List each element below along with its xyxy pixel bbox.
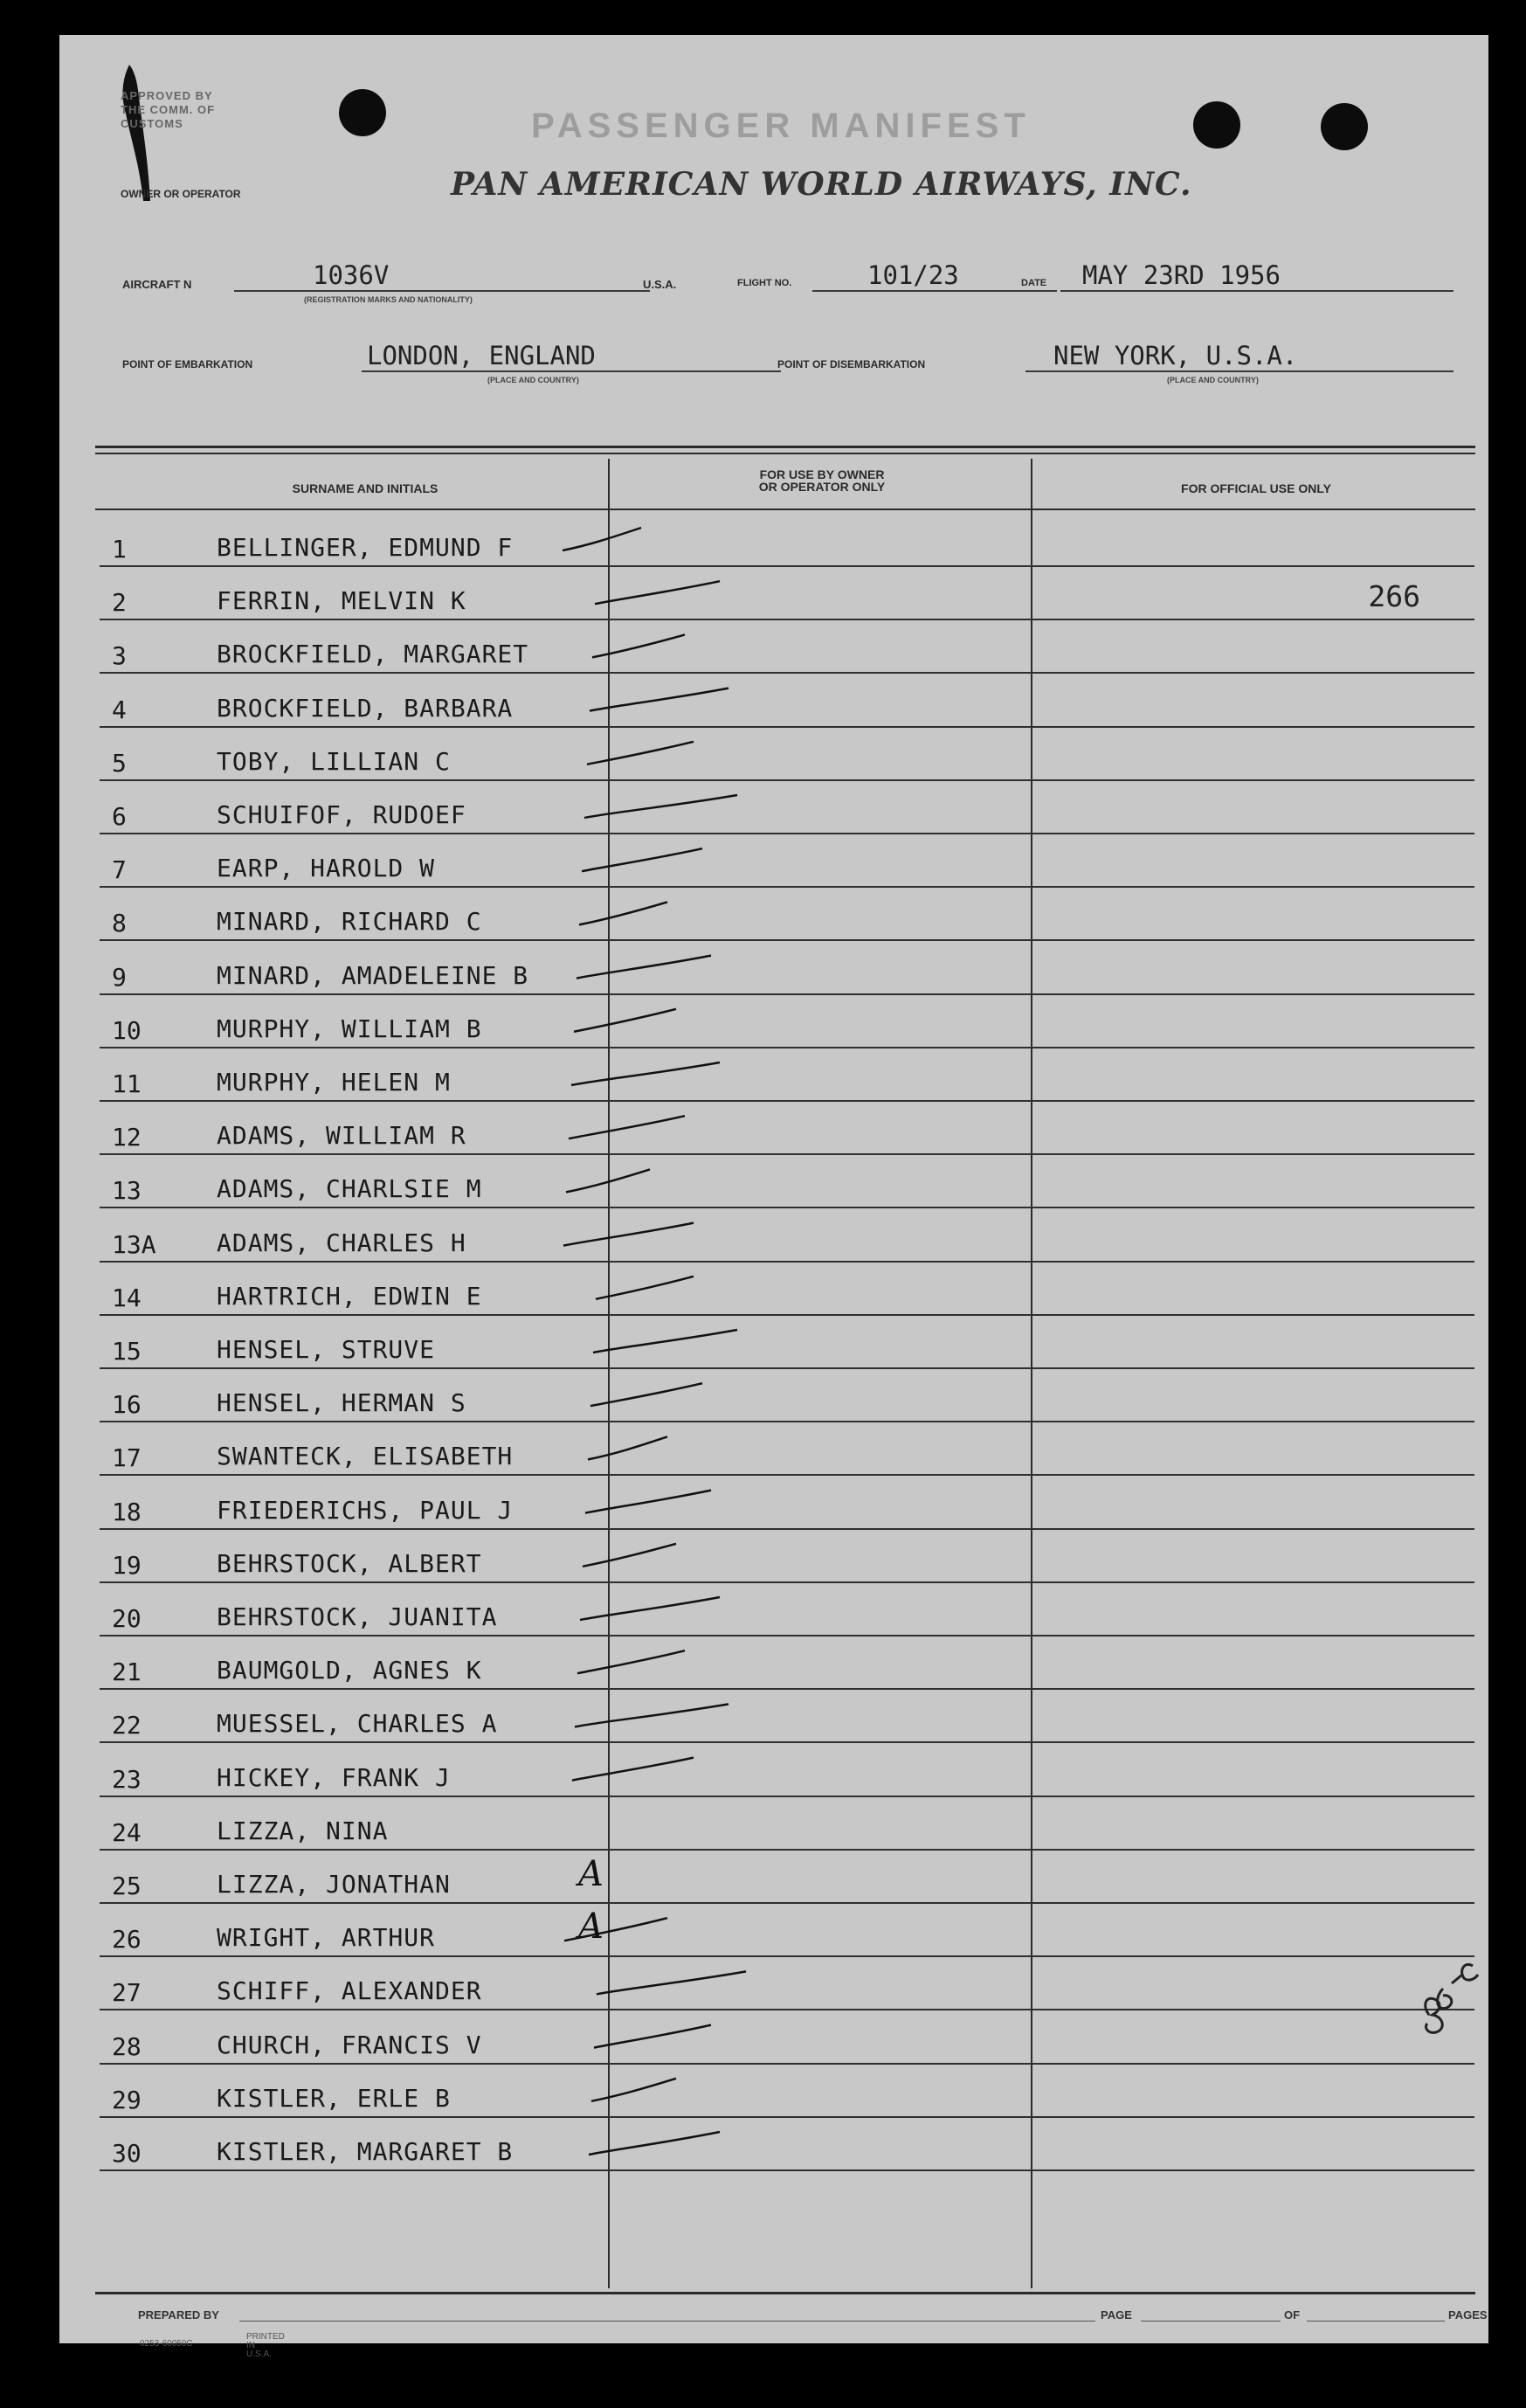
pages-label: PAGES	[1448, 2308, 1488, 2322]
passenger-name: BAUMGOLD, AGNES K	[217, 1656, 482, 1685]
row-number: 3	[112, 641, 127, 671]
form-number: 0253-60050C	[140, 2339, 193, 2349]
checkmark-stroke	[588, 1436, 667, 1459]
registration-note: (REGISTRATION MARKS AND NATIONALITY)	[304, 295, 473, 304]
passenger-name: LIZZA, JONATHAN	[217, 1870, 451, 1899]
row-number: 20	[112, 1604, 142, 1633]
usa-label: U.S.A.	[643, 278, 677, 291]
passenger-name: CHURCH, FRANCIS V	[217, 2030, 482, 2059]
checkmark-stroke	[580, 1597, 720, 1620]
hand-mark-row26: A	[578, 1906, 604, 1947]
col-official-header: FOR OFFICIAL USE ONLY	[1181, 481, 1331, 495]
passenger-name: HARTRICH, EDWIN E	[217, 1281, 482, 1311]
page-line	[1141, 2321, 1281, 2322]
checkmark-stroke	[597, 1971, 746, 1994]
checkmark-stroke	[582, 848, 702, 871]
checkmark-stroke	[566, 1169, 650, 1192]
checkmark-stroke	[595, 581, 720, 604]
passenger-name: MINARD, AMADELEINE B	[217, 960, 529, 990]
flight-no-label: FLIGHT NO.	[737, 278, 792, 288]
col-surname-header: SURNAME AND INITIALS	[292, 481, 438, 495]
passenger-name: BEHRSTOCK, ALBERT	[217, 1548, 482, 1578]
checkmark-stroke	[584, 795, 737, 818]
checkmark-stroke	[563, 1223, 694, 1246]
embark-place-note: (PLACE AND COUNTRY)	[487, 376, 579, 384]
row-number: 19	[112, 1550, 142, 1580]
page-label: PAGE	[1101, 2308, 1132, 2322]
checkmark-stroke	[574, 1009, 676, 1032]
row-number: 13A	[112, 1229, 156, 1259]
row-number: 25	[112, 1872, 142, 1900]
passenger-name: TOBY, LILLIAN C	[217, 746, 451, 776]
passenger-name: MINARD, RICHARD C	[217, 907, 482, 937]
passenger-name: BROCKFIELD, BARBARA	[217, 693, 514, 723]
row-number: 26	[112, 1925, 142, 1955]
row-number: 28	[112, 2031, 142, 2061]
official-use-note: 266	[1368, 579, 1420, 614]
passenger-name: BELLINGER, EDMUND F	[217, 533, 514, 562]
passenger-name: SCHUIFOF, RUDOEF	[217, 800, 466, 829]
row-number: 22	[112, 1711, 142, 1740]
checkmark-layer	[59, 35, 1488, 2343]
checkmark-stroke	[593, 1330, 737, 1353]
row-number: 8	[112, 909, 127, 938]
disembarkation-value: NEW YORK, U.S.A.	[1053, 341, 1298, 370]
row-number: 23	[112, 1764, 142, 1794]
checkmark-stroke	[577, 1650, 685, 1673]
passenger-name: WRIGHT, ARTHUR	[217, 1923, 436, 1953]
row-number: 1	[112, 535, 127, 564]
row-number: 15	[112, 1337, 142, 1366]
page-title: PASSENGER MANIFEST	[531, 107, 1031, 145]
row-number: 16	[112, 1390, 142, 1420]
passenger-name: FERRIN, MELVIN K	[217, 586, 466, 616]
passenger-name: MURPHY, WILLIAM B	[217, 1014, 482, 1043]
row-number: 13	[112, 1176, 142, 1206]
carrier-name: PAN AMERICAN WORLD AIRWAYS, INC.	[451, 166, 1192, 203]
passenger-name: MUESSEL, CHARLES A	[217, 1709, 498, 1739]
aircraft-value: 1036V	[313, 260, 390, 290]
passenger-name: EARP, HAROLD W	[217, 854, 436, 883]
checkmark-stroke	[587, 742, 694, 765]
approval-stamp: APPROVED BY THE COMM. OF CUSTOMS	[121, 89, 216, 130]
date-label: DATE	[1021, 278, 1047, 288]
checkmark-stroke	[590, 1383, 702, 1406]
row-number: 4	[112, 695, 127, 724]
checkmark-stroke	[571, 1062, 720, 1085]
passenger-name: ADAMS, WILLIAM R	[217, 1121, 466, 1151]
row-number: 10	[112, 1015, 142, 1045]
row-number: 30	[112, 2139, 142, 2168]
checkmark-stroke	[577, 956, 711, 979]
disembarkation-label: POINT OF DISEMBARKATION	[777, 358, 926, 370]
row-number: 12	[112, 1123, 142, 1152]
checkmark-stroke	[594, 2025, 711, 2048]
passenger-name: MURPHY, HELEN M	[217, 1068, 451, 1097]
checkmark-stroke	[591, 2079, 676, 2101]
disembark-place-note: (PLACE AND COUNTRY)	[1167, 376, 1259, 384]
row-number: 5	[112, 748, 127, 778]
row-number: 24	[112, 1817, 142, 1847]
checkmark-stroke	[569, 1116, 685, 1138]
passenger-name: HENSEL, STRUVE	[217, 1335, 436, 1364]
checkmark-stroke	[575, 1704, 728, 1726]
checkmark-stroke	[583, 1544, 676, 1567]
date-value: MAY 23RD 1956	[1082, 260, 1281, 290]
passenger-name: HICKEY, FRANK J	[217, 1762, 451, 1792]
checkmark-stroke	[572, 1758, 694, 1781]
passenger-name: LIZZA, NINA	[217, 1816, 389, 1845]
of-line	[1307, 2321, 1445, 2322]
row-number: 9	[112, 962, 127, 992]
passenger-name: BEHRSTOCK, JUANITA	[217, 1602, 498, 1631]
checkmark-stroke	[592, 634, 685, 657]
passenger-name: ADAMS, CHARLES H	[217, 1228, 466, 1257]
of-label: OF	[1284, 2308, 1301, 2322]
flight-no-value: 101/23	[867, 260, 959, 290]
passenger-name: SCHIFF, ALEXANDER	[217, 1976, 482, 2006]
row-number: 21	[112, 1657, 142, 1687]
col-owner-header-a: FOR USE BY OWNER	[759, 467, 885, 481]
checkmark-stroke	[590, 688, 728, 711]
passenger-name: KISTLER, MARGARET B	[217, 2137, 514, 2166]
row-number: 29	[112, 2085, 142, 2114]
manifest-sheet	[59, 35, 1488, 2359]
embarkation-value: LONDON, ENGLAND	[367, 341, 596, 370]
embarkation-label: POINT OF EMBARKATION	[122, 358, 253, 370]
checkmark-stroke	[585, 1491, 711, 1513]
margin-handwriting-36c	[1417, 1954, 1487, 2050]
passenger-name: FRIEDERICHS, PAUL J	[217, 1495, 514, 1525]
table-bottom-rule	[95, 2292, 1475, 2294]
col-owner-header-b: OR OPERATOR ONLY	[758, 480, 886, 494]
passenger-name: KISTLER, ERLE B	[217, 2083, 451, 2113]
row-number: 18	[112, 1497, 142, 1526]
row-number: 27	[112, 1978, 142, 2008]
checkmark-stroke	[563, 528, 641, 550]
passenger-name: HENSEL, HERMAN S	[217, 1388, 466, 1418]
row-number: 17	[112, 1443, 142, 1473]
checkmark-stroke	[596, 1277, 694, 1299]
printed-note: PRINTED IN U.S.A.	[246, 2332, 285, 2359]
checkmark-stroke	[579, 902, 667, 924]
checkmark-stroke	[589, 2132, 720, 2155]
owner-label: OWNER OR OPERATOR	[121, 188, 241, 200]
row-number: 14	[112, 1283, 142, 1312]
aircraft-label: AIRCRAFT N	[122, 278, 192, 291]
row-number: 7	[112, 855, 127, 885]
passenger-name: ADAMS, CHARLSIE M	[217, 1174, 482, 1204]
hand-mark-row25: A	[578, 1854, 604, 1894]
row-number: 11	[112, 1069, 142, 1098]
passenger-name: BROCKFIELD, MARGARET	[217, 640, 529, 669]
row-number: 2	[112, 588, 127, 618]
passenger-name: SWANTECK, ELISABETH	[217, 1442, 514, 1471]
prepared-by-line	[239, 2321, 1095, 2322]
prepared-by-label: PREPARED BY	[138, 2308, 219, 2322]
row-number: 6	[112, 802, 127, 831]
